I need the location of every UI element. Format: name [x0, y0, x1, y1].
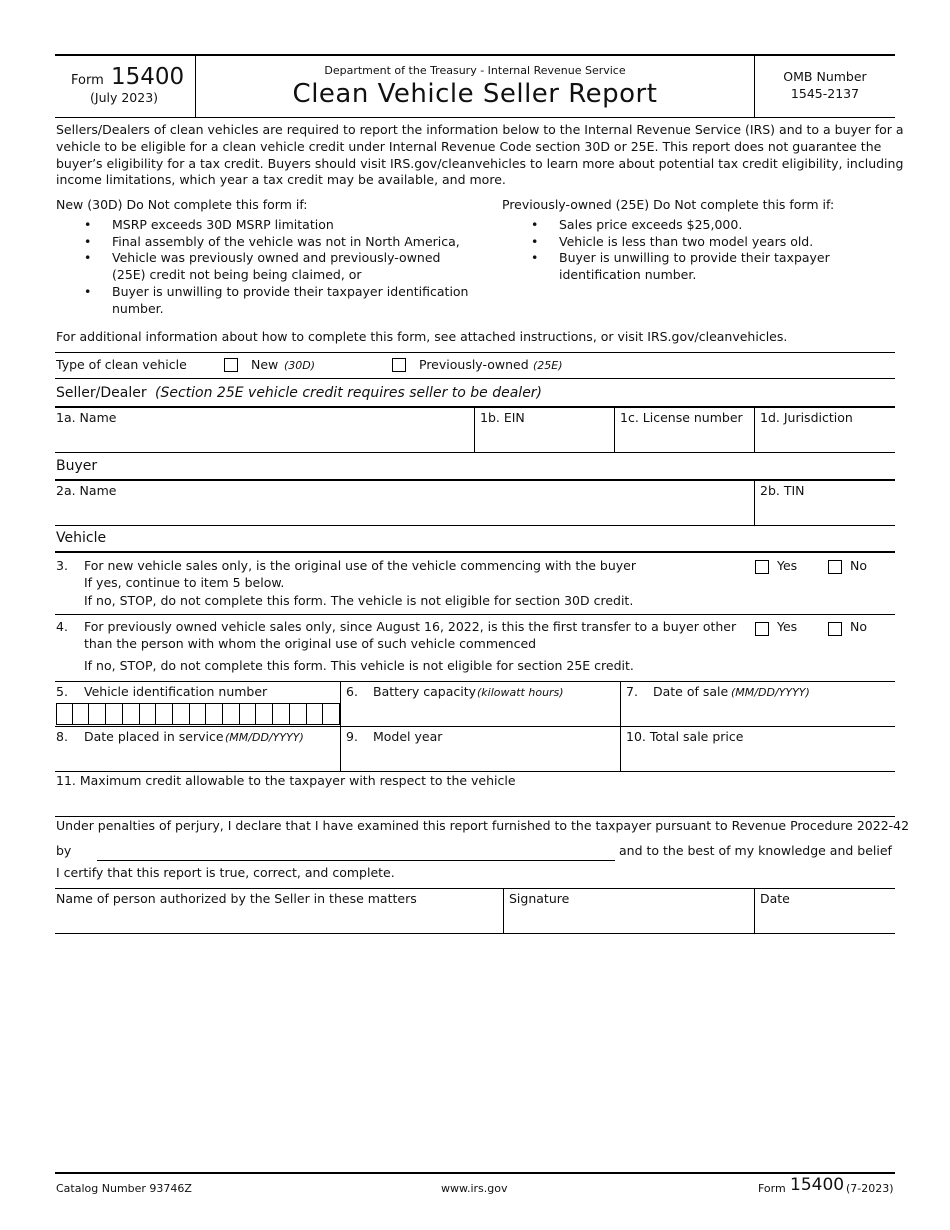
intro-line-3: buyer’s eligibility for a tax credit. Buyers should visit IRS.gov/cleanvehicles to learn more about potential tax credit eligibility, including	[56, 156, 904, 171]
prev-item-3-line-2: identification number.	[559, 267, 697, 282]
new-item-2: Final assembly of the vehicle was not in North America,	[112, 234, 460, 249]
field-6-note: (kilowatt hours)	[477, 686, 564, 699]
bullet: •	[531, 250, 539, 265]
footer-revision: (7-2023)	[846, 1182, 894, 1195]
divider	[474, 408, 475, 452]
rule	[55, 933, 895, 934]
bullet: •	[531, 234, 539, 249]
vin-char-box[interactable]	[89, 703, 106, 725]
field-6-number: 6.	[346, 684, 358, 699]
vin-char-box[interactable]	[290, 703, 307, 725]
divider	[503, 889, 504, 933]
q4-yes-checkbox[interactable]	[755, 622, 769, 636]
omb-label: OMB Number	[783, 69, 867, 84]
field-7-number: 7.	[626, 684, 638, 699]
vin-char-box[interactable]	[140, 703, 157, 725]
vin-char-box[interactable]	[56, 703, 73, 725]
prev-code: (25E)	[533, 359, 563, 372]
field-1b-label: 1b. EIN	[480, 410, 525, 425]
new-30d-heading: New (30D) Do Not complete this form if:	[56, 197, 308, 212]
field-2b-label: 2b. TIN	[760, 483, 805, 498]
new-item-3-line-1: Vehicle was previously owned and previously-owned	[112, 250, 441, 265]
rule	[55, 614, 895, 615]
seller-ein-field[interactable]	[478, 428, 610, 450]
q3-line-1: For new vehicle sales only, is the original use of the vehicle commencing with the buyer	[84, 558, 636, 573]
total-sale-price-field[interactable]	[626, 747, 892, 769]
bullet: •	[531, 217, 539, 232]
field-2a-label: 2a. Name	[56, 483, 117, 498]
omb-number: 1545-2137	[790, 86, 860, 101]
authorized-name-field[interactable]	[56, 909, 499, 931]
prev-25e-checkbox[interactable]	[392, 358, 406, 372]
field-7-label: Date of sale	[653, 684, 729, 699]
rule	[55, 551, 895, 553]
battery-capacity-field[interactable]	[346, 702, 616, 724]
field-1c-label: 1c. License number	[620, 410, 743, 425]
rule	[55, 681, 895, 682]
field-1d-label: 1d. Jurisdiction	[760, 410, 853, 425]
intro-line-1: Sellers/Dealers of clean vehicles are required to report the information below to the Internal Revenue Service (IRS) and to a buyer for a	[56, 122, 904, 137]
new-item-4-line-1: Buyer is unwilling to provide their taxpayer identification	[112, 284, 469, 299]
vin-char-box[interactable]	[173, 703, 190, 725]
seller-heading-note: (Section 25E vehicle credit requires seller to be dealer)	[155, 385, 543, 401]
declaration-by: by	[56, 843, 72, 858]
authorized-name-label: Name of person authorized by the Seller in these matters	[56, 891, 417, 906]
new-label: New	[251, 357, 279, 372]
prev-item-1: Sales price exceeds $25,000.	[559, 217, 743, 232]
declaration-line-3: I certify that this report is true, correct, and complete.	[56, 865, 395, 880]
prev-item-2: Vehicle is less than two model years old.	[559, 234, 814, 249]
field-6-label: Battery capacity	[373, 684, 477, 699]
rule	[55, 378, 895, 379]
rule	[55, 406, 895, 408]
rule	[55, 479, 895, 481]
new-item-3-line-2: (25E) credit not being being claimed, or	[112, 267, 362, 282]
divider	[614, 408, 615, 452]
field-10-label: 10. Total sale price	[626, 729, 744, 744]
form-word: Form	[71, 73, 104, 88]
divider	[754, 408, 755, 452]
bullet: •	[84, 234, 92, 249]
seller-license-field[interactable]	[618, 428, 750, 450]
bullet: •	[84, 250, 92, 265]
q3-yes-label: Yes	[777, 558, 798, 573]
form-date: (July 2023)	[90, 90, 159, 105]
footer-form-word: Form	[758, 1182, 786, 1195]
by-field[interactable]	[97, 842, 615, 860]
date-placed-in-service-field[interactable]	[56, 747, 336, 769]
max-credit-field[interactable]	[56, 791, 892, 813]
field-8-label: Date placed in service	[84, 729, 224, 744]
rule	[55, 525, 895, 526]
q4-no-checkbox[interactable]	[828, 622, 842, 636]
bullet: •	[84, 284, 92, 299]
new-item-1: MSRP exceeds 30D MSRP limitation	[112, 217, 334, 232]
vin-char-box[interactable]	[123, 703, 140, 725]
vin-char-box[interactable]	[240, 703, 257, 725]
vin-char-box[interactable]	[323, 703, 340, 725]
type-label: Type of clean vehicle	[56, 357, 187, 372]
q4-line-1: For previously owned vehicle sales only, since August 16, 2022, is this the first transfer to a buyer other	[84, 619, 737, 634]
intro-line-4: income limitations, which year a tax credit may be available, and more.	[56, 172, 506, 187]
q4-line-2: than the person with whom the original use of such vehicle commenced	[84, 636, 537, 651]
divider	[754, 889, 755, 933]
seller-jurisdiction-field[interactable]	[758, 428, 892, 450]
date-label: Date	[760, 891, 790, 906]
declaration-line-1: Under penalties of perjury, I declare that I have examined this report furnished to the taxpayer pursuant to Revenue Procedure 2022-42	[56, 818, 910, 833]
header-bottom-rule	[55, 117, 895, 118]
rule	[55, 352, 895, 353]
field-5-label: Vehicle identification number	[84, 684, 268, 699]
q4-line-3: If no, STOP, do not complete this form. This vehicle is not eligible for section 25E credit.	[84, 658, 634, 673]
q3-line-3: If no, STOP, do not complete this form. The vehicle is not eligible for section 30D credit.	[84, 593, 634, 608]
form-number: 15400	[111, 64, 185, 90]
q3-yes-checkbox[interactable]	[755, 560, 769, 574]
vin-char-box[interactable]	[307, 703, 324, 725]
prev-label: Previously-owned	[419, 357, 529, 372]
new-item-4-line-2: number.	[112, 301, 164, 316]
by-underline	[97, 860, 615, 861]
agency-name: Department of the Treasury - Internal Revenue Service	[324, 64, 626, 77]
q4-number: 4.	[56, 619, 68, 634]
q3-no-label: No	[850, 558, 867, 573]
rule	[55, 452, 895, 453]
field-8-note: (MM/DD/YYYY)	[225, 731, 304, 744]
vin-char-box[interactable]	[106, 703, 123, 725]
q3-no-checkbox[interactable]	[828, 560, 842, 574]
seller-heading: Seller/Dealer	[56, 385, 147, 401]
prev-item-3-line-1: Buyer is unwilling to provide their taxpayer	[559, 250, 830, 265]
date-of-sale-field[interactable]	[626, 702, 892, 724]
vin-char-box[interactable]	[190, 703, 207, 725]
rule	[55, 816, 895, 817]
model-year-field[interactable]	[346, 747, 616, 769]
vin-char-box[interactable]	[273, 703, 290, 725]
vin-char-box[interactable]	[156, 703, 173, 725]
vin-char-box[interactable]	[256, 703, 273, 725]
declaration-line-2-tail: and to the best of my knowledge and belief	[619, 843, 892, 858]
field-9-label: Model year	[373, 729, 443, 744]
new-30d-checkbox[interactable]	[224, 358, 238, 372]
field-9-number: 9.	[346, 729, 358, 744]
signature-label: Signature	[509, 891, 570, 906]
field-7-note: (MM/DD/YYYY)	[731, 686, 810, 699]
field-5-number: 5.	[56, 684, 68, 699]
new-code: (30D)	[284, 359, 316, 372]
rule	[55, 726, 895, 727]
prev-25e-heading: Previously-owned (25E) Do Not complete this form if:	[502, 197, 835, 212]
field-1a-label: 1a. Name	[56, 410, 117, 425]
q4-yes-label: Yes	[777, 619, 798, 634]
top-rule	[55, 54, 895, 56]
q3-line-2: If yes, continue to item 5 below.	[84, 575, 285, 590]
vehicle-heading: Vehicle	[56, 530, 107, 546]
field-11-label: 11. Maximum credit allowable to the taxpayer with respect to the vehicle	[56, 773, 516, 788]
signature-field[interactable]	[507, 909, 750, 931]
rule	[55, 888, 895, 889]
rule	[55, 771, 895, 772]
intro-line-2: vehicle to be eligible for a clean vehicle credit under Internal Revenue Code section 30D or 25E. This report does not guarantee the	[56, 139, 882, 154]
catalog-number: Catalog Number 93746Z	[56, 1182, 192, 1195]
buyer-tin-field[interactable]	[758, 501, 892, 523]
seller-name-field[interactable]	[56, 428, 470, 450]
bullet: •	[84, 217, 92, 232]
field-8-number: 8.	[56, 729, 68, 744]
buyer-name-field[interactable]	[56, 501, 750, 523]
vin-char-box[interactable]	[73, 703, 90, 725]
website: www.irs.gov	[441, 1182, 508, 1195]
vin-char-box[interactable]	[206, 703, 223, 725]
q4-no-label: No	[850, 619, 867, 634]
divider	[754, 481, 755, 525]
footer-rule	[55, 1172, 895, 1174]
buyer-heading: Buyer	[56, 458, 98, 474]
additional-info: For additional information about how to complete this form, see attached instructions, or visit IRS.gov/cleanvehicles.	[56, 329, 788, 344]
signature-date-field[interactable]	[758, 909, 892, 931]
q3-number: 3.	[56, 558, 68, 573]
footer-form-number: 15400	[790, 1175, 845, 1195]
form-title: Clean Vehicle Seller Report	[292, 79, 658, 109]
vin-char-box[interactable]	[223, 703, 240, 725]
